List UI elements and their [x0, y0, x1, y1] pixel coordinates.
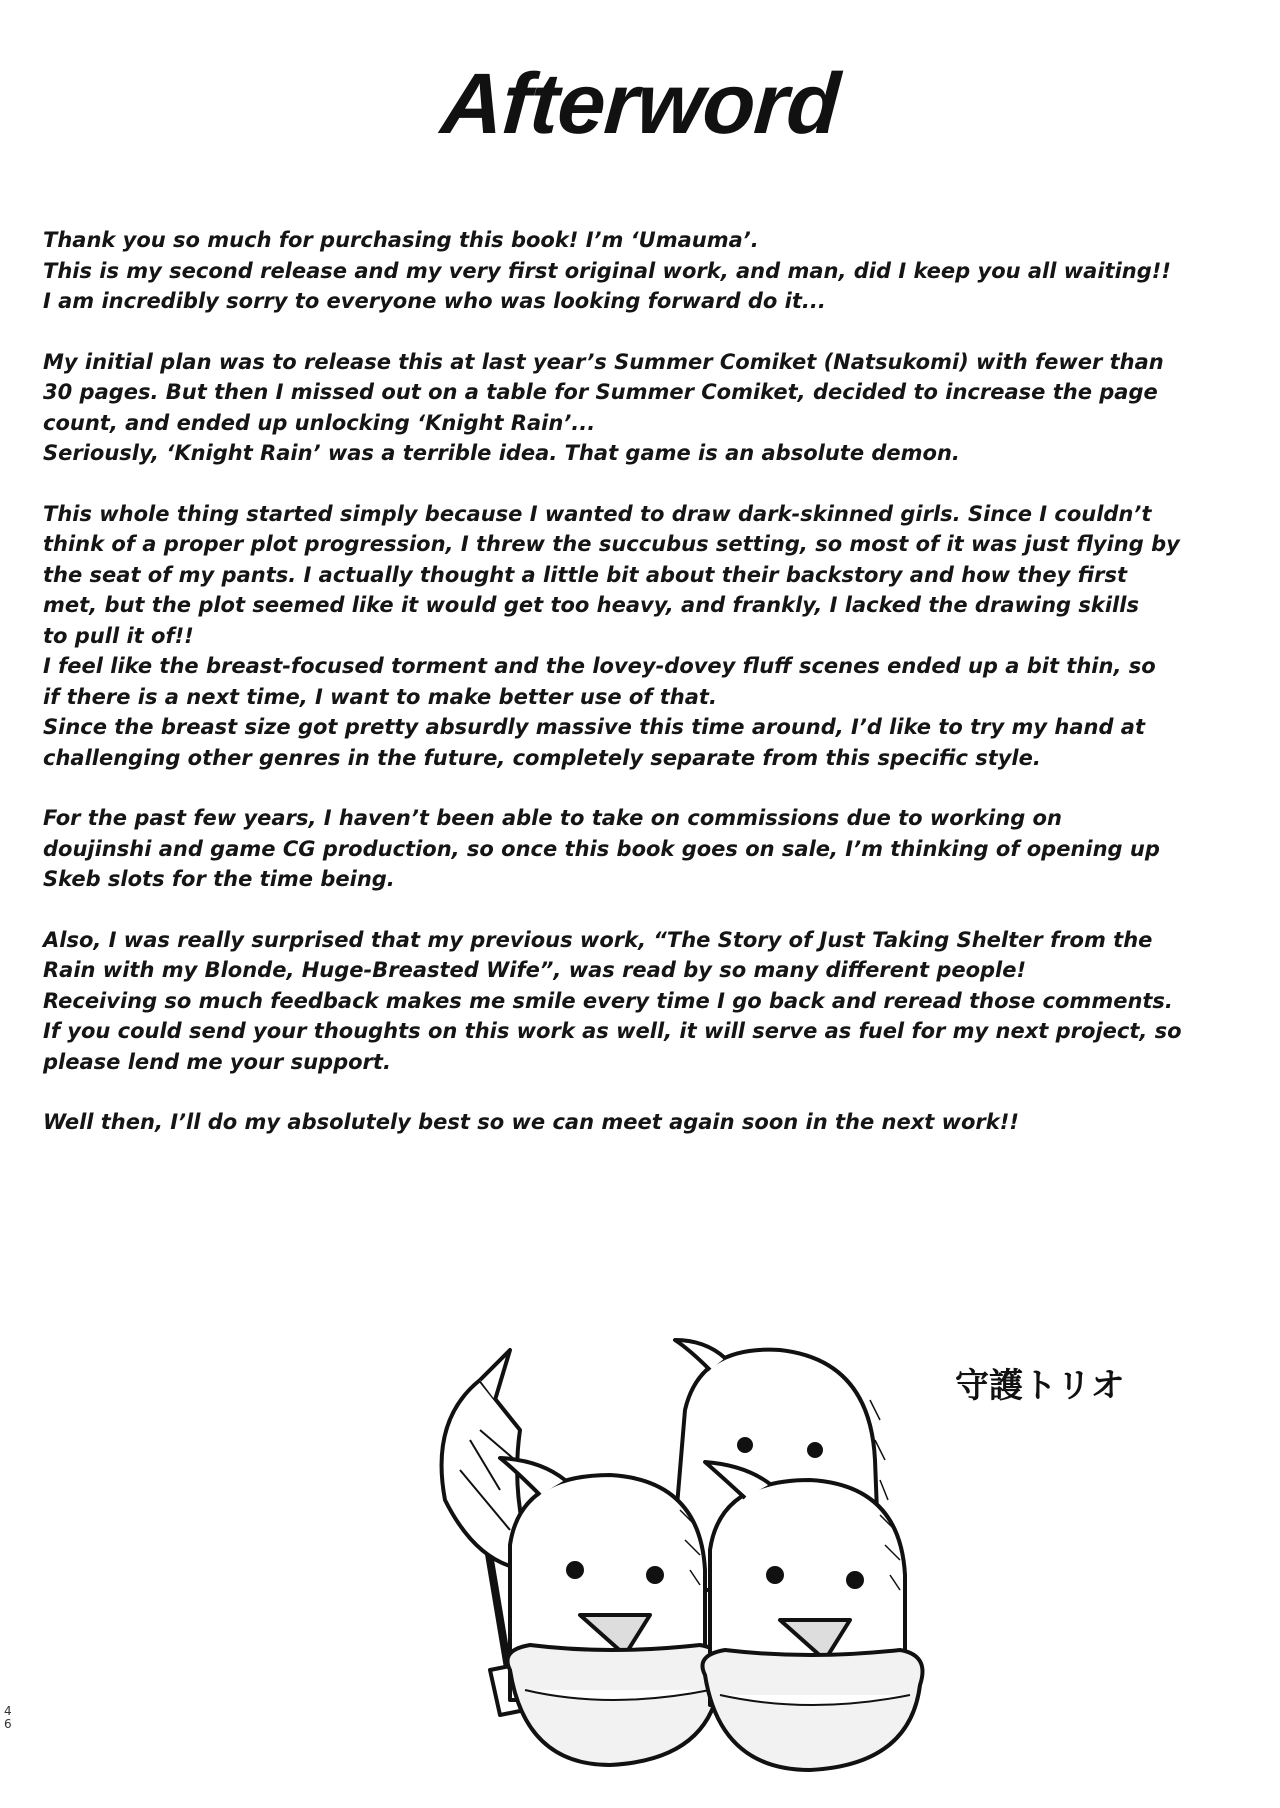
text-line: For the past few years, I haven’t been able to take on commissions due to working on [43, 806, 1062, 830]
text-line: challenging other genres in the future, completely separate from this specific style. [43, 745, 1041, 770]
text-line: to pull it of!! [43, 623, 194, 648]
paragraph-2 [43, 347, 1243, 469]
text-line: Well then, I’ll do my absolutely best so we can meet again soon in the next work!! [43, 1110, 1019, 1134]
paragraph-5 [43, 925, 1243, 1078]
paragraph-1 [43, 225, 1243, 317]
text-line: Seriously, ‘Knight Rain’ was a terrible idea. That game is an absolute demon. [43, 441, 960, 465]
text-line: This is my second release and my very first original work, and man, did I keep you all waiting!! [43, 258, 1171, 283]
text-line: Rain with my Blonde, Huge-Breasted Wife”, was read by so many different people! [43, 958, 1027, 982]
text-line: Since the breast size got pretty absurdly massive this time around, I’d like to try my hand at [43, 715, 1146, 739]
text-line: think of a proper plot progression, I threw the succubus setting, so most of it was just flying by [43, 532, 1180, 556]
text-line: If you could send your thoughts on this work as well, it will serve as fuel for my next project, so [43, 1019, 1182, 1043]
text-line: the seat of my pants. I actually thought a little bit about their backstory and how they first [43, 562, 1128, 587]
page-title: Afterword [438, 56, 842, 152]
text-line: Thank you so much for purchasing this book! I’m ‘Umauma’. [43, 228, 759, 252]
text-line: count, and ended up unlocking ‘Knight Rain’... [43, 410, 596, 435]
text-line: I am incredibly sorry to everyone who was looking forward do it... [43, 289, 826, 313]
text-line: This whole thing started simply because I wanted to draw dark-skinned girls. Since I couldn’t [43, 501, 1152, 526]
page-number [4, 1705, 16, 1731]
text-line: met, but the plot seemed like it would get too heavy, and frankly, I lacked the drawing skills [43, 593, 1139, 617]
guardian-trio-illustration [180, 1270, 1180, 1800]
text-line: I feel like the breast-focused torment and the lovey-dovey fluff scenes ended up a bit thin, so [43, 654, 1156, 678]
trio-label: 守護トリオ [955, 1366, 1125, 1406]
page-number-digit: 4 [4, 1704, 12, 1718]
text-line: My initial plan was to release this at last year’s Summer Comiket (Natsukomi) with fewer than [43, 349, 1164, 374]
paragraph-3 [43, 499, 1243, 774]
text-line: Also, I was really surprised that my previous work, “The Story of Just Taking Shelter from the [43, 927, 1153, 952]
text-line: Skeb slots for the time being. [43, 867, 395, 891]
text-line: if there is a next time, I want to make better use of that. [43, 684, 717, 709]
bird-right-icon [703, 1462, 923, 1770]
afterword-body [43, 225, 1243, 1168]
paragraph-6 [43, 1107, 1243, 1138]
text-line: doujinshi and game CG production, so once this book goes on sale, I’m thinking of opening up [43, 836, 1160, 861]
text-line: please lend me your support. [43, 1049, 391, 1074]
text-line: 30 pages. But then I missed out on a table for Summer Comiket, decided to increase the page [43, 380, 1158, 404]
paragraph-4 [43, 803, 1243, 895]
text-line: Receiving so much feedback makes me smile every time I go back and reread those comments. [43, 988, 1173, 1013]
page-number-digit: 6 [4, 1717, 12, 1731]
